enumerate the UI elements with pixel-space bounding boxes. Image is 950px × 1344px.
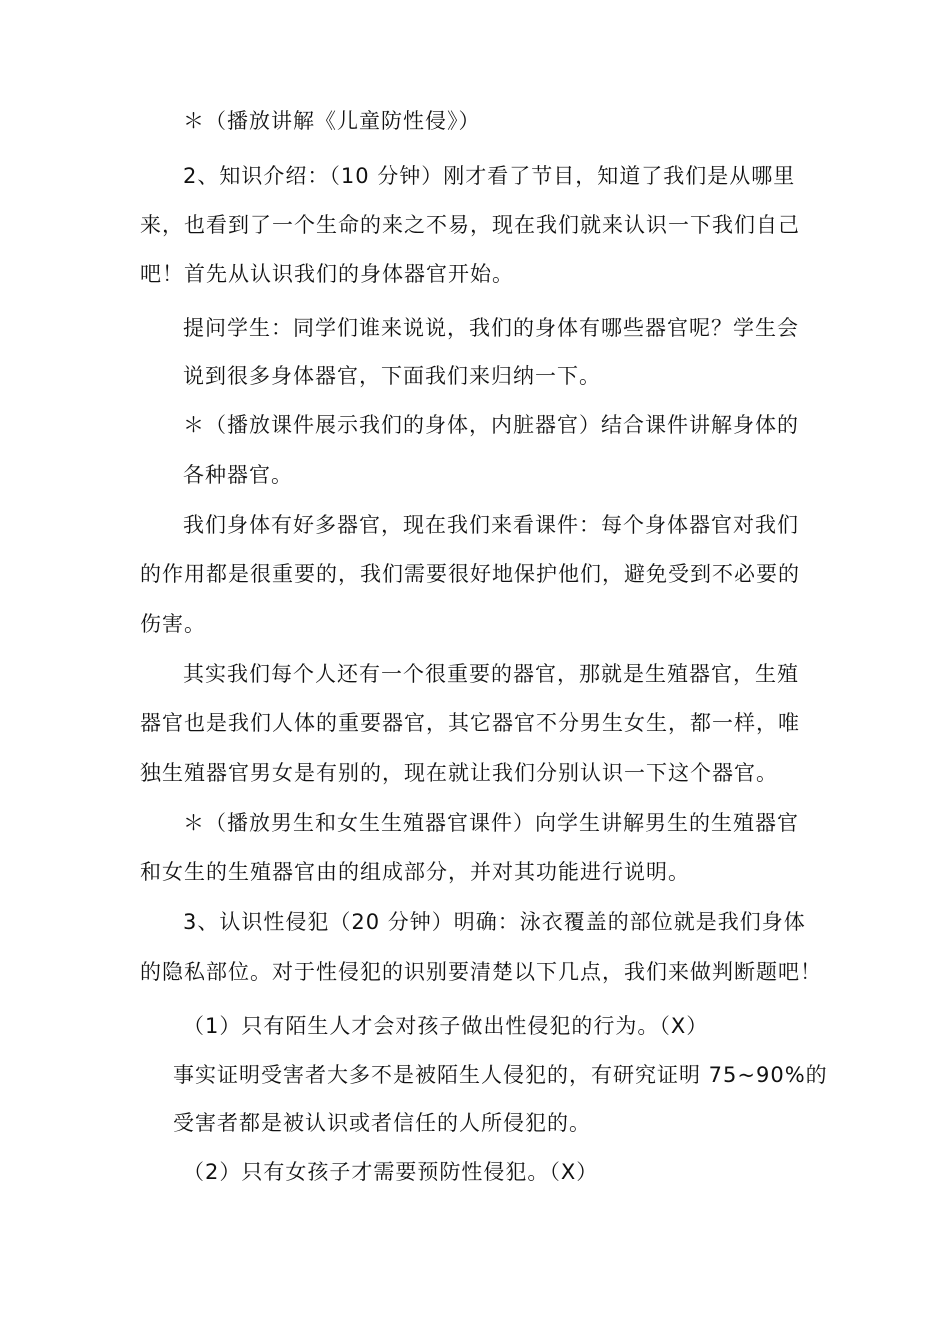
text-line: 独生殖器官男女是有别的，现在就让我们分别认识一下这个器官。	[140, 761, 778, 785]
text-line: 器官也是我们人体的重要器官，其它器官不分男生女生，都一样，唯	[140, 711, 800, 735]
text-line: 吧！首先从认识我们的身体器官开始。	[140, 262, 514, 286]
text-line: ＊（播放讲解《儿童防性侵》）	[183, 109, 481, 133]
text-line: 的作用都是很重要的，我们需要很好地保护他们，避免受到不必要的	[140, 562, 800, 586]
text-line: 其实我们每个人还有一个很重要的器官，那就是生殖器官，生殖	[183, 662, 799, 686]
text-line: 2、知识介绍：（10 分钟）刚才看了节目，知道了我们是从哪里	[183, 164, 796, 188]
text-line: 各种器官。	[183, 463, 293, 487]
text-line: 来，也看到了一个生命的来之不易，现在我们就来认识一下我们自己	[140, 213, 800, 237]
text-line: 说到很多身体器官，下面我们来归纳一下。	[183, 364, 601, 388]
text-line: 的隐私部位。对于性侵犯的识别要清楚以下几点，我们来做判断题吧！	[140, 960, 822, 984]
text-line: 和女生的生殖器官由的组成部分，并对其功能进行说明。	[140, 860, 690, 884]
text-line: （2）只有女孩子才需要预防性侵犯。（X）	[183, 1160, 599, 1184]
text-line: 3、认识性侵犯（20 分钟）明确：泳衣覆盖的部位就是我们身体	[183, 910, 806, 934]
text-line: ＊（播放男生和女生生殖器官课件）向学生讲解男生的生殖器官	[183, 811, 799, 835]
text-line: （1）只有陌生人才会对孩子做出性侵犯的行为。（X）	[183, 1014, 709, 1038]
text-line: 受害者都是被认识或者信任的人所侵犯的。	[173, 1111, 591, 1135]
text-line: 提问学生：同学们谁来说说，我们的身体有哪些器官呢？学生会	[183, 316, 799, 340]
text-line: ＊（播放课件展示我们的身体，内脏器官）结合课件讲解身体的	[183, 413, 799, 437]
text-line: 伤害。	[140, 612, 206, 636]
text-line: 事实证明受害者大多不是被陌生人侵犯的，有研究证明 75~90%的	[173, 1063, 828, 1087]
text-line: 我们身体有好多器官，现在我们来看课件：每个身体器官对我们	[183, 513, 799, 537]
